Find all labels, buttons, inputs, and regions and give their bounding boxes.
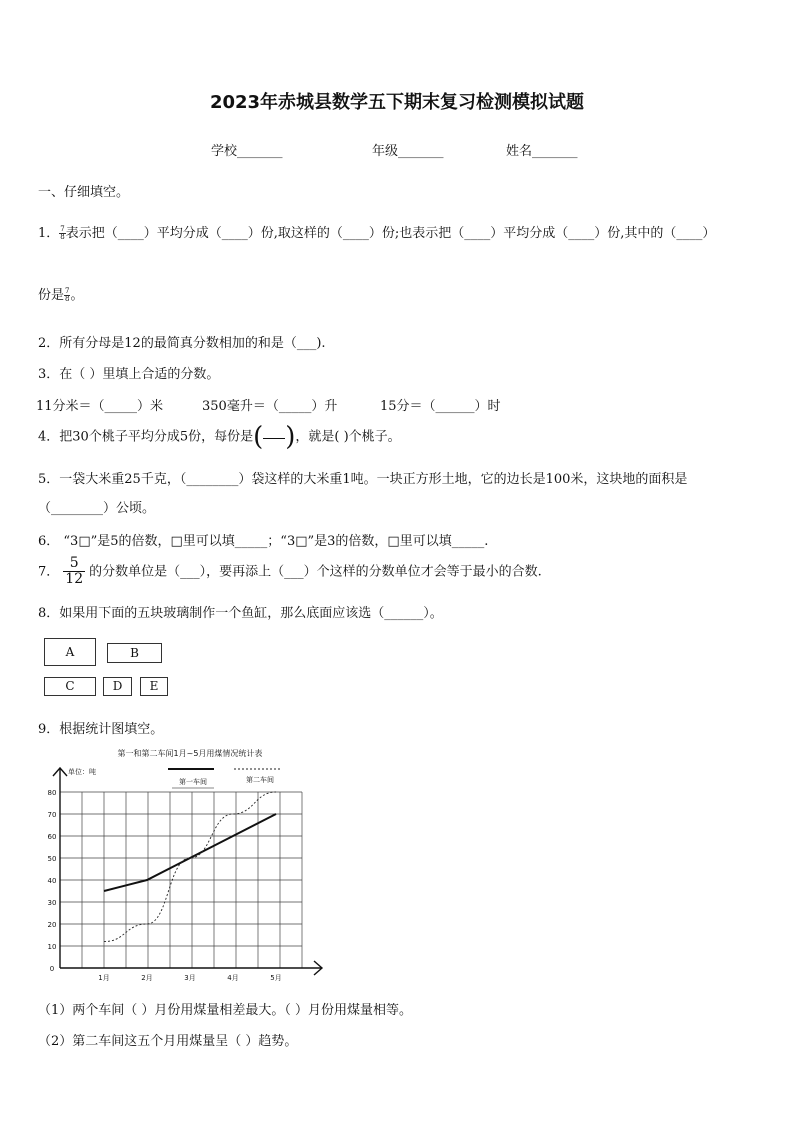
fraction: $\frac{5}{12}$ xyxy=(65,555,84,588)
x-tick-label: 5月 xyxy=(270,974,282,982)
school-field: 学校_______ xyxy=(211,144,283,159)
fraction: $\frac{7}{8}$ xyxy=(65,287,70,303)
grade-field: 年级_______ xyxy=(372,144,444,159)
name-field: 姓名_______ xyxy=(506,144,578,159)
question-text: 。 xyxy=(70,288,84,303)
chart-title: 第一和第二车间1月~5月用煤情况统计表 xyxy=(117,749,263,758)
question-9: 9．根据统计图填空。 xyxy=(38,722,164,737)
question-1 xyxy=(38,222,715,241)
question-number: 7． xyxy=(38,564,60,580)
y-axis-arrow-icon xyxy=(53,768,67,776)
question-9-sub-1: （1）两个车间（ ）月份用煤量相差最大。（ ）月份用煤量相等。 xyxy=(38,1003,413,1018)
y-tick-label: 50 xyxy=(47,855,57,863)
question-8: 8．如果用下面的五块玻璃制作一个鱼缸，那么底面应该选（______）。 xyxy=(38,606,443,621)
chart-series xyxy=(104,792,276,942)
chart-axes xyxy=(53,768,322,975)
page-title: 2023年赤城县数学五下期末复习检测模拟试题 xyxy=(209,92,585,113)
question-1-cont xyxy=(38,284,84,303)
x-tick-label: 2月 xyxy=(141,974,153,982)
question-text: 份是 xyxy=(38,288,65,303)
x-tick-label: 1月 xyxy=(98,974,110,982)
question-7 xyxy=(38,556,542,588)
y-tick-label: 80 xyxy=(47,789,57,797)
question-text: 的分数单位是（___），要再添上（___）个这样的分数单位才会等于最小的合数. xyxy=(89,564,542,580)
y-tick-label: 60 xyxy=(47,833,57,841)
glass-panel-c: C xyxy=(44,677,96,696)
chart-legend xyxy=(168,769,280,788)
fraction: $\frac{7}{8}$ xyxy=(60,225,65,241)
question-text: 4．把30个桃子平均分成5份，每份是 xyxy=(38,429,254,445)
glass-panel-b: B xyxy=(107,643,162,663)
y-tick-label: 70 xyxy=(47,811,57,819)
q3-item-3: 15分＝（______）时 xyxy=(380,399,501,414)
x-tick-label: 4月 xyxy=(227,974,239,982)
question-6: 6． “3□”是5的倍数，□里可以填_____；“3□”是3的倍数，□里可以填_____. xyxy=(38,534,489,549)
glass-panel-e: E xyxy=(140,677,168,696)
x-tick-label: 3月 xyxy=(184,974,196,982)
series-line-dashed xyxy=(104,792,276,942)
y-tick-label: 40 xyxy=(47,877,57,885)
question-2: 2．所有分母是12的最简真分数相加的和是（___). xyxy=(38,336,326,351)
glass-panel-a: A xyxy=(44,638,96,666)
q3-item-1: 11分米＝（_____）米 xyxy=(36,399,164,414)
q3-item-2: 350毫升＝（_____）升 xyxy=(202,399,338,414)
y-tick-label: 20 xyxy=(47,921,57,929)
chart-unit-label: 单位：吨 xyxy=(68,768,96,776)
question-4 xyxy=(38,424,401,450)
question-9-sub-2: （2）第二车间这五个月用煤量呈（ ）趋势。 xyxy=(38,1034,298,1049)
glass-panel-d: D xyxy=(103,677,132,696)
legend-label-1: 第一车间 xyxy=(179,778,207,786)
question-text: ，就是( )个桃子。 xyxy=(295,429,401,445)
y-tick-label: 0 xyxy=(49,965,55,973)
legend-label-2: 第二车间 xyxy=(246,776,274,784)
question-5-cont: （________）公顷。 xyxy=(38,501,156,516)
chart-ticks xyxy=(48,789,282,982)
question-number: 1． xyxy=(38,226,60,241)
x-axis-arrow-icon xyxy=(314,961,322,975)
question-3: 3．在（ ）里填上合适的分数。 xyxy=(38,367,220,382)
series-line-solid xyxy=(104,814,276,891)
chart-grid xyxy=(60,792,302,968)
question-5: 5．一袋大米重25千克，（________）袋这样的大米重1吨。一块正方形土地，它的边长是100米，这块地的面积是 xyxy=(38,472,688,487)
y-tick-label: 30 xyxy=(47,899,57,907)
section-heading: 一、仔细填空。 xyxy=(38,185,130,200)
question-text: 表示把（____）平均分成（____）份,取这样的（____）份;也表示把（____）平均分成（____）份,其中的（____） xyxy=(65,226,716,241)
y-tick-label: 10 xyxy=(47,943,57,951)
blank-fraction-icon: ( ) xyxy=(253,422,296,452)
